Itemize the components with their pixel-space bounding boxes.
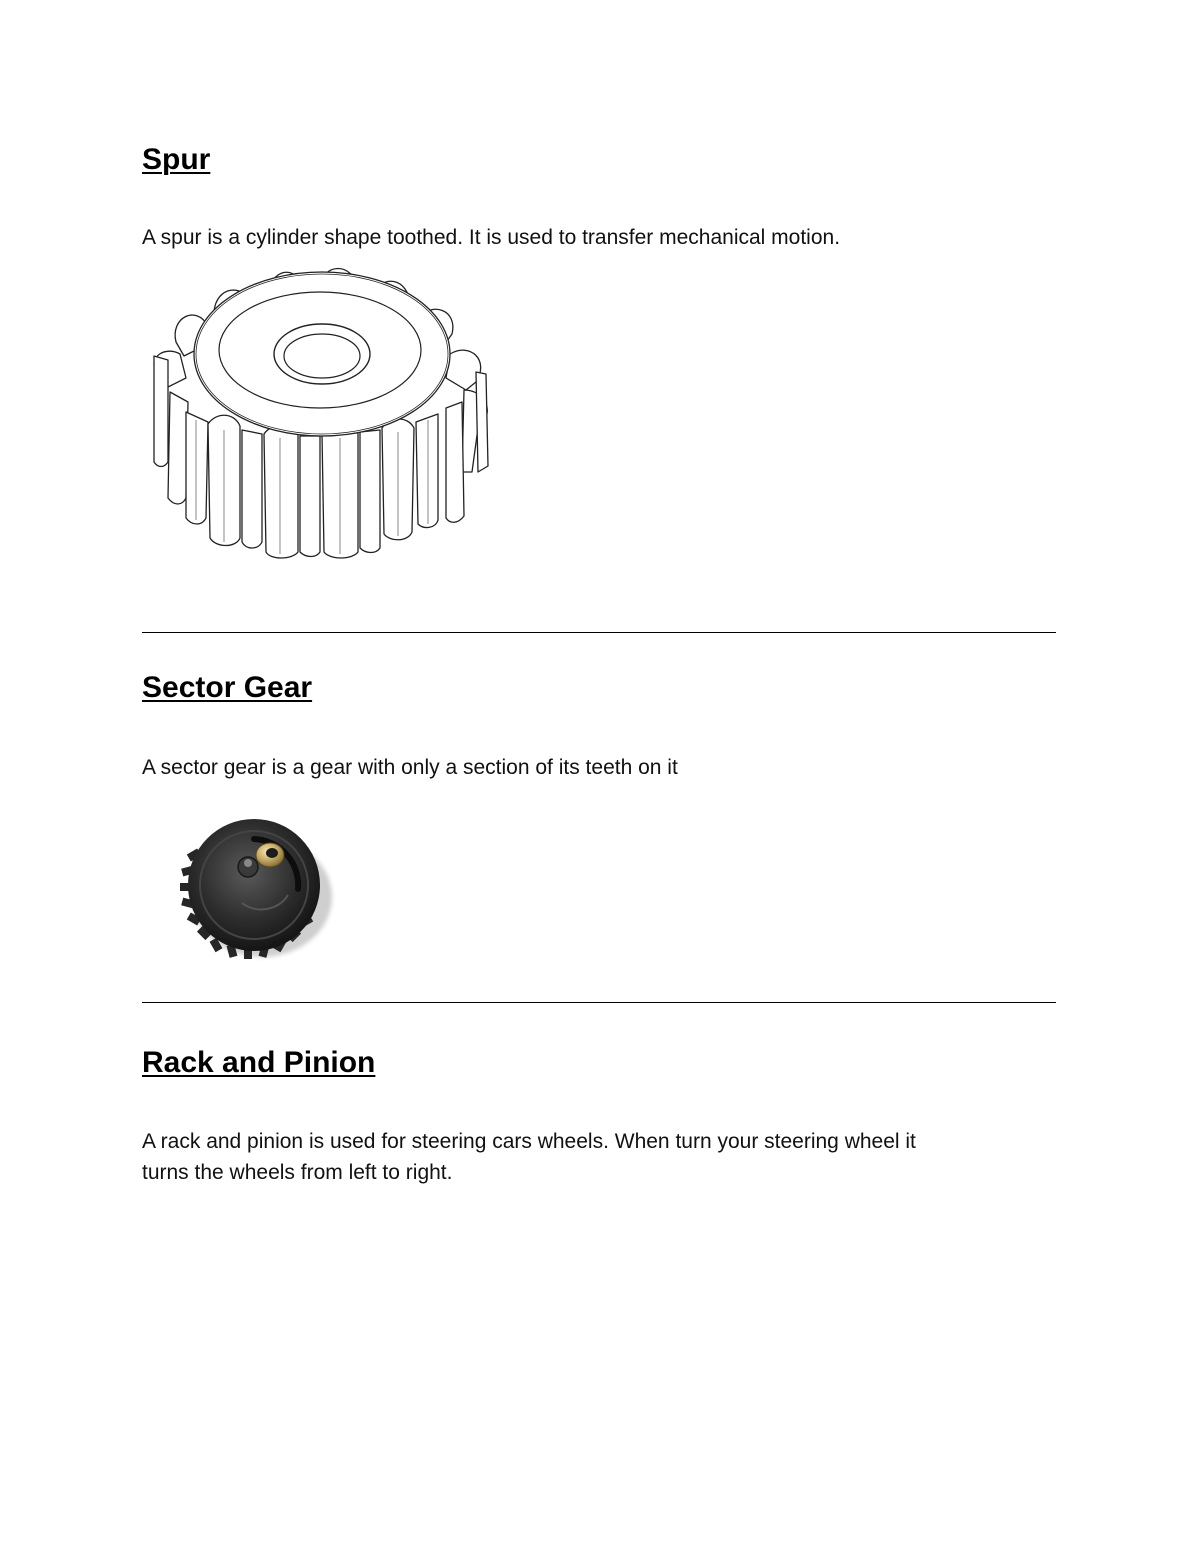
section-body-sector-gear: A sector gear is a gear with only a section of its teeth on it <box>142 756 678 779</box>
section-heading-spur: Spur <box>142 143 211 176</box>
section-divider <box>142 1002 1056 1003</box>
section-body-spur: A spur is a cylinder shape toothed. It is used to transfer mechanical motion. <box>142 226 841 249</box>
section-body-line: turns the wheels from left to right. <box>142 1161 453 1184</box>
sector-gear-photo <box>178 805 338 965</box>
section-body-line: A rack and pinion is used for steering cars wheels. When turn your steering wheel it <box>142 1130 916 1153</box>
section-heading-sector-gear: Sector Gear <box>142 671 313 704</box>
spur-gear-drawing <box>146 262 502 562</box>
section-heading-rack-and-pinion: Rack and Pinion <box>142 1046 376 1079</box>
section-body-rack-and-pinion <box>142 1126 1042 1188</box>
section-divider <box>142 632 1056 633</box>
